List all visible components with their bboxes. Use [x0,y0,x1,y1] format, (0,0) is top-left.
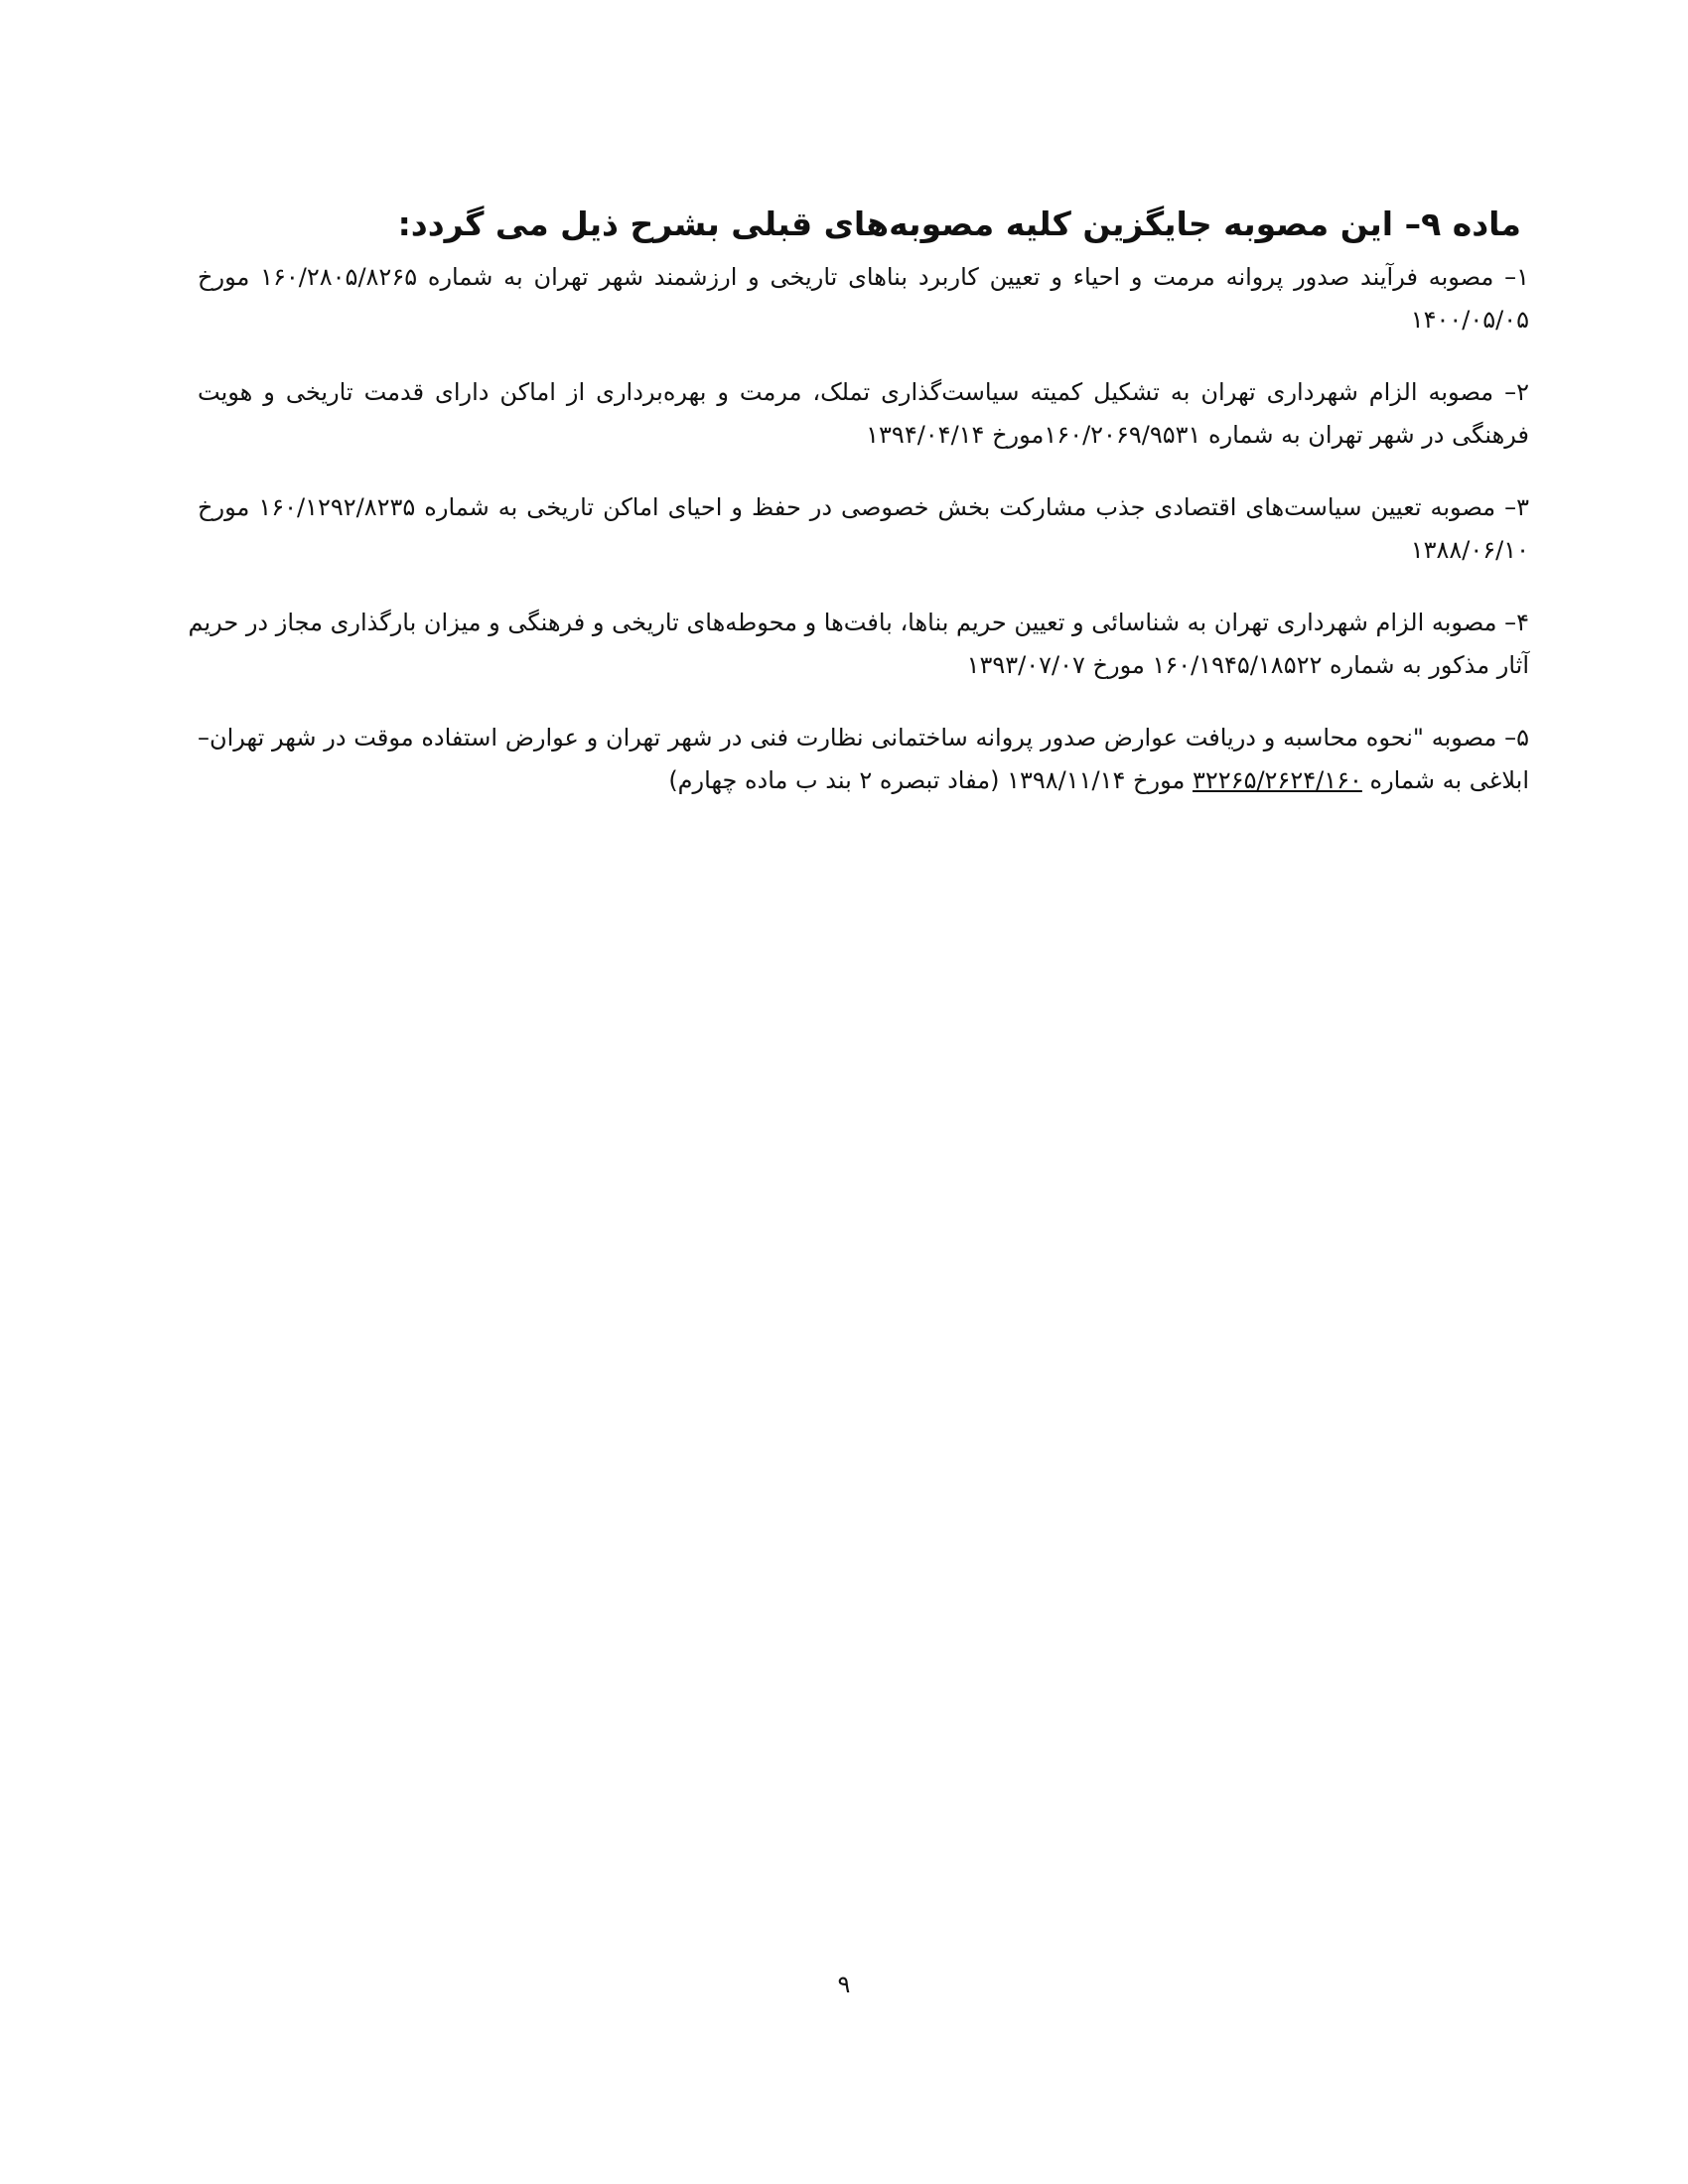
item-line: ۲– مصوبه الزام شهرداری تهران به تشکیل کمیته سیاست‌گذاری تملک، مرمت و بهره‌برداری از اماکن دارای قدمت تاریخی و هویت [198,378,1529,406]
document-page [188,199,1530,832]
item-line [198,759,1529,802]
list-item [198,717,1529,802]
list-item [198,486,1529,572]
item-line: ۱۴۰۰/۰۵/۰۵ [1410,306,1529,334]
underlined-reference-number: ۳۲۲۶۵/۲۶۲۴/۱۶۰ [1193,766,1362,794]
item-text: ابلاغی به شماره [1369,766,1529,794]
item-text: مورخ ۱۳۹۸/۱۱/۱۴ (مفاد تبصره ۲ بند ب ماده چهارم) [668,766,1186,794]
list-item [198,371,1529,457]
page-number: ۹ [837,1971,851,1998]
item-line: ۳– مصوبه تعیین سیاست‌های اقتصادی جذب مشارکت بخش خصوصی در حفظ و احیای اماکن تاریخی به شماره ۱۶۰/۱۲۹۲/۸۲۳۵ مورخ [198,493,1530,521]
item-line: ۱۳۸۸/۰۶/۱۰ [1410,536,1529,564]
item-line: ۴– مصوبه الزام شهرداری تهران به شناسائی و تعیین حریم بناها، بافت‌ها و محوطه‌های تاریخی و فرهنگی و میزان بارگذاری مجاز در حریم [188,609,1529,636]
list-item [188,602,1529,687]
item-line: آثار مذکور به شماره ۱۶۰/۱۹۴۵/۱۸۵۲۲ مورخ ۱۳۹۳/۰۷/۰۷ [966,651,1529,679]
list-item [198,256,1529,341]
item-line: ۵– مصوبه "نحوه محاسبه و دریافت عوارض صدور پروانه ساختمانی نظارت فنی در شهر تهران و عوارض استفاده موقت در شهر تهران– [198,724,1529,751]
item-line: ۱– مصوبه فرآیند صدور پروانه مرمت و احیاء و تعیین کاربرد بناهای تاریخی و ارزشمند شهر تهران به شماره ۱۶۰/۲۸۰۵/۸۲۶۵ مورخ [198,263,1529,291]
item-line: فرهنگی در شهر تهران به شماره ۱۶۰/۲۰۶۹/۹۵۳۱مورخ ۱۳۹۴/۰۴/۱۴ [866,421,1529,449]
article-heading: ماده ۹– این مصوبه جایگزین کلیه مصوبه‌های قبلی بشرح ذیل می گردد: [397,205,1521,243]
